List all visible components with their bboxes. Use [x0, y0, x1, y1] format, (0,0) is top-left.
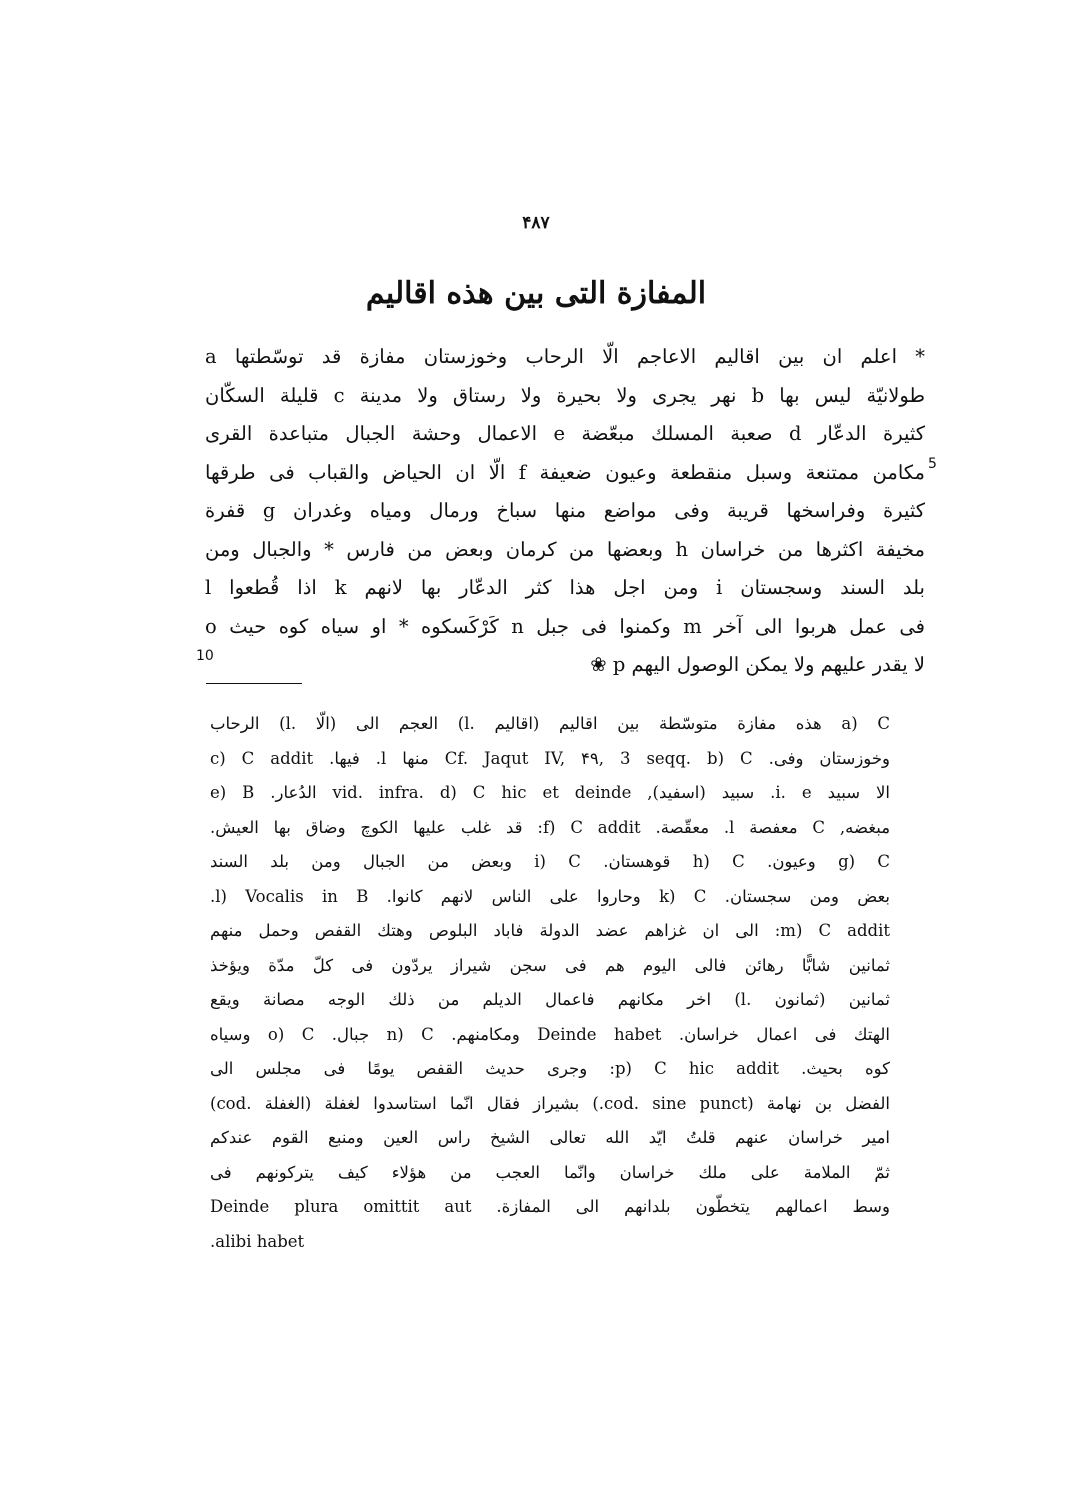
main-text-line: كثيرة الدعّار d صعبة المسلك مبعّضة e الاعمال وحشة الجبال متباعدة القرى — [205, 422, 925, 445]
footnote-line: g) C وعيون. h) C قوهستان. i) C وبعض من الجبال ومن بلد السند — [210, 852, 890, 871]
line-number-10: 10 — [196, 648, 214, 664]
main-text-line: لا يقدر عليهم ولا يمكن الوصول اليهم p ❀ — [590, 653, 925, 676]
page-number: ۴۸۷ — [522, 213, 550, 233]
main-text-line: فى عمل هربوا الى آخر m وكمنوا فى جبل n كَرْكَسكوه * او سياه كوه حيث o — [205, 614, 925, 638]
footnote-line: m) C addit: الى ان غزاهم عضد الدولة فاباد البلوص وهتك القفص وحمل منهم — [210, 921, 890, 940]
main-text-line: طولانيّة ليس بها b نهر يجرى ولا بحيرة ولا رستاق ولا مدينة c قليلة السكّان — [205, 383, 925, 407]
footnote-line: مبغضه, C معفصة l. معقّصة. f) C addit: قد غلب عليها الكوچ وضاق بها العيش. — [210, 817, 890, 837]
main-text-block — [205, 338, 925, 685]
footnote-line: ثمانين شابًّا رهائن فالى اليوم هم فى سجن شيراز يردّون فى كلّ مدّة ويؤخذ — [210, 955, 890, 975]
footnotes-block — [210, 707, 890, 1259]
main-text-line: كثيرة وفراسخها قريبة وفى مواضع منها سباخ ورمال ومياه وغدران g قفرة — [205, 499, 925, 522]
footnote-line: a) C هذه مفازة متوسّطة بين اقاليم (اقاليم .l) العجم الى (الّا .l) الرحاب — [210, 714, 890, 733]
main-text-line: * اعلم ان بين اقاليم الاعاجم الّا الرحاب وخوزستان مفازة قد توسّطتها a — [205, 345, 925, 368]
footnote-line: alibi habet. — [210, 1231, 305, 1251]
main-text-line: مكامن ممتنعة وسبل منقطعة وعيون ضعيفة f الّا ان الحياض والقباب فى طرقها — [205, 460, 925, 484]
footnote-line: ثمّ الملامة على ملك خراسان وانّما العجب من هؤلاء كيف يتركونهم فى — [210, 1162, 890, 1182]
main-text-line: بلد السند وسجستان i ومن اجل هذا كثر الدعّار بها لانهم k اذا قُطعوا l — [205, 576, 925, 599]
line-number-5: 5 — [928, 456, 937, 472]
footnote-separator — [206, 683, 302, 684]
footnote-line: وخوزستان وفى. Cf. Jaqut IV, ۴۹, 3 seqq. b) C منها l. فيها. c) C addit — [210, 748, 890, 768]
footnote-line: امير خراسان عنهم قلتُ ايّد الله تعالى الشيخ راس العين ومنبع القوم عندكم — [210, 1128, 890, 1147]
footnote-line: الهتك فى اعمال خراسان. Deinde habet ومكامنهم. n) C جبال. o) C وسياه — [210, 1024, 890, 1044]
footnote-line: بعض ومن سجستان. k) C وحاروا على الناس لانهم كانوا. l) Vocalis in B. — [210, 886, 890, 906]
footnote-line: الا سبيد i. e. سبيد (اسفيد), vid. infra. d) C hic et deinde الدُعار. e) B — [210, 783, 890, 802]
section-title: المفازة التى بين هذه اقاليم — [365, 276, 707, 311]
footnote-line: الفضل بن نهامة (cod. sine punct.) بشيراز فقال انّما استاسدوا لغفلة (الغفلة .cod) — [210, 1093, 890, 1113]
footnote-line: كوه بحيث. p) C hic addit: وجرى حديث القفص يومًا فى مجلس الى — [210, 1059, 890, 1078]
main-text-line: مخيفة اكثرها من خراسان h وبعضها من كرمان وبعض من فارس * والجبال ومن — [205, 537, 925, 561]
footnote-line: وسط اعمالهم يتخطّون بلدانهم الى المفازة. Deinde plura omittit aut — [210, 1197, 890, 1216]
footnote-line: ثمانين (ثمانون .l) اخر مكانهم فاعمال الديلم من ذلك الوجه مصانة ويقع — [210, 990, 890, 1009]
